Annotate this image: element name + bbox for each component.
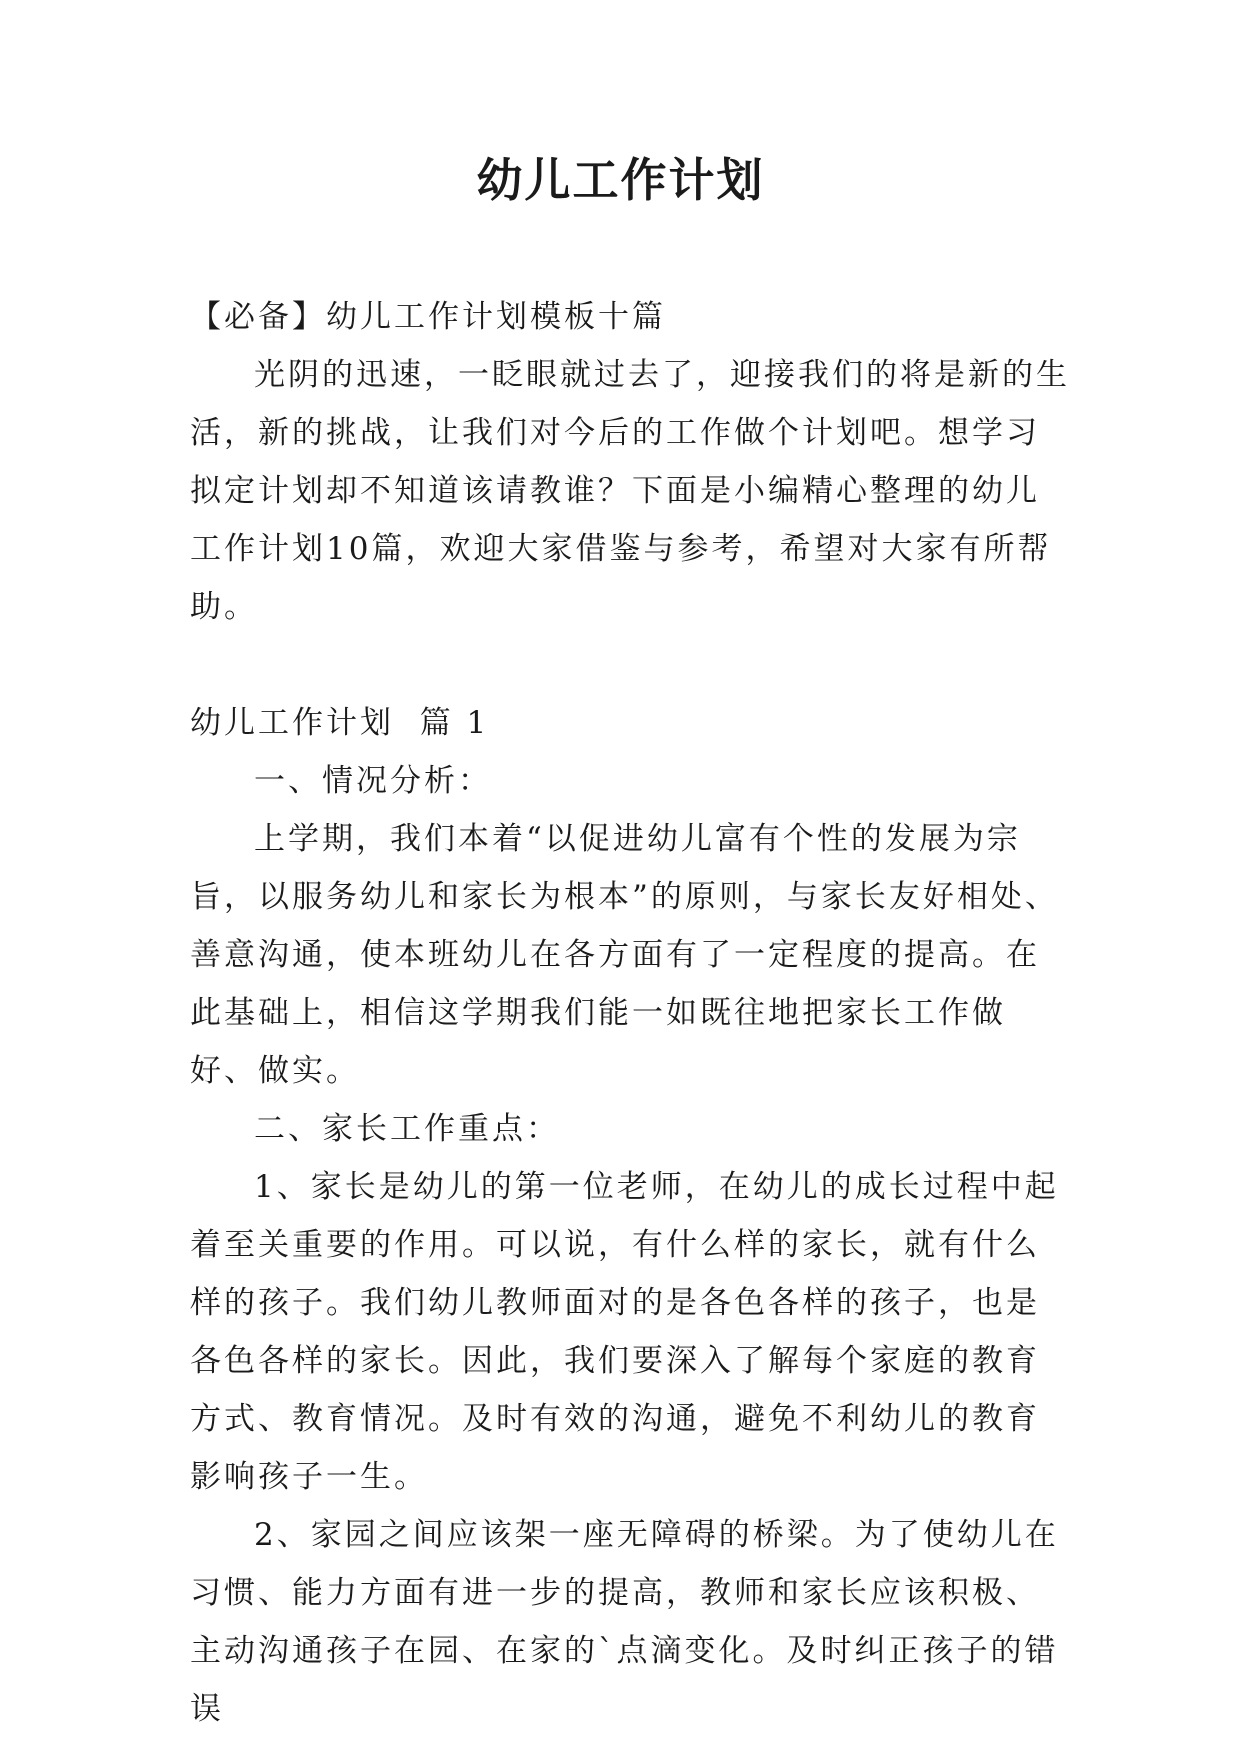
paragraph-focus-item-1: 1、家长是幼儿的第一位老师，在幼儿的成长过程中起着至关重要的作用。可以说，有什么样的家长，就有什么样的孩子。我们幼儿教师面对的是各色各样的孩子，也是各色各样的家长。因此，我们要深入了解每个家庭的教育方式、教育情况。及时有效的沟通，避免不利幼儿的教育影响孩子一生。 <box>190 1169 1059 1495</box>
document-subtitle: 【必备】幼儿工作计划模板十篇 <box>190 299 666 335</box>
paragraph-situation-analysis: 上学期，我们本着“以促进幼儿富有个性的发展为宗旨，以服务幼儿和家长为根本”的原则，与家长友好相处、善意沟通，使本班幼儿在各方面有了一定程度的提高。在此基础上，相信这学期我们能一如既往地把家长工作做好、做实。 <box>190 821 1059 1089</box>
document-title: 幼儿工作计划 <box>476 153 765 207</box>
section-heading: 幼儿工作计划 篇 1 <box>190 705 490 741</box>
paragraph-focus-heading: 二、家长工作重点： <box>254 1111 560 1147</box>
paragraph-situation-heading: 一、情况分析： <box>254 763 492 799</box>
document-body <box>190 288 1070 1738</box>
intro-paragraph: 光阴的迅速，一眨眼就过去了，迎接我们的将是新的生活，新的挑战，让我们对今后的工作做个计划吧。想学习拟定计划却不知道该请教谁？下面是小编精心整理的幼儿工作计划10篇，欢迎大家借鉴与参考，希望对大家有所帮助。 <box>190 357 1070 625</box>
paragraph-focus-item-2: 2、家园之间应该架一座无障碍的桥梁。为了使幼儿在习惯、能力方面有进一步的提高，教师和家长应该积极、主动沟通孩子在园、在家的`点滴变化。及时纠正孩子的错误 <box>190 1517 1059 1727</box>
